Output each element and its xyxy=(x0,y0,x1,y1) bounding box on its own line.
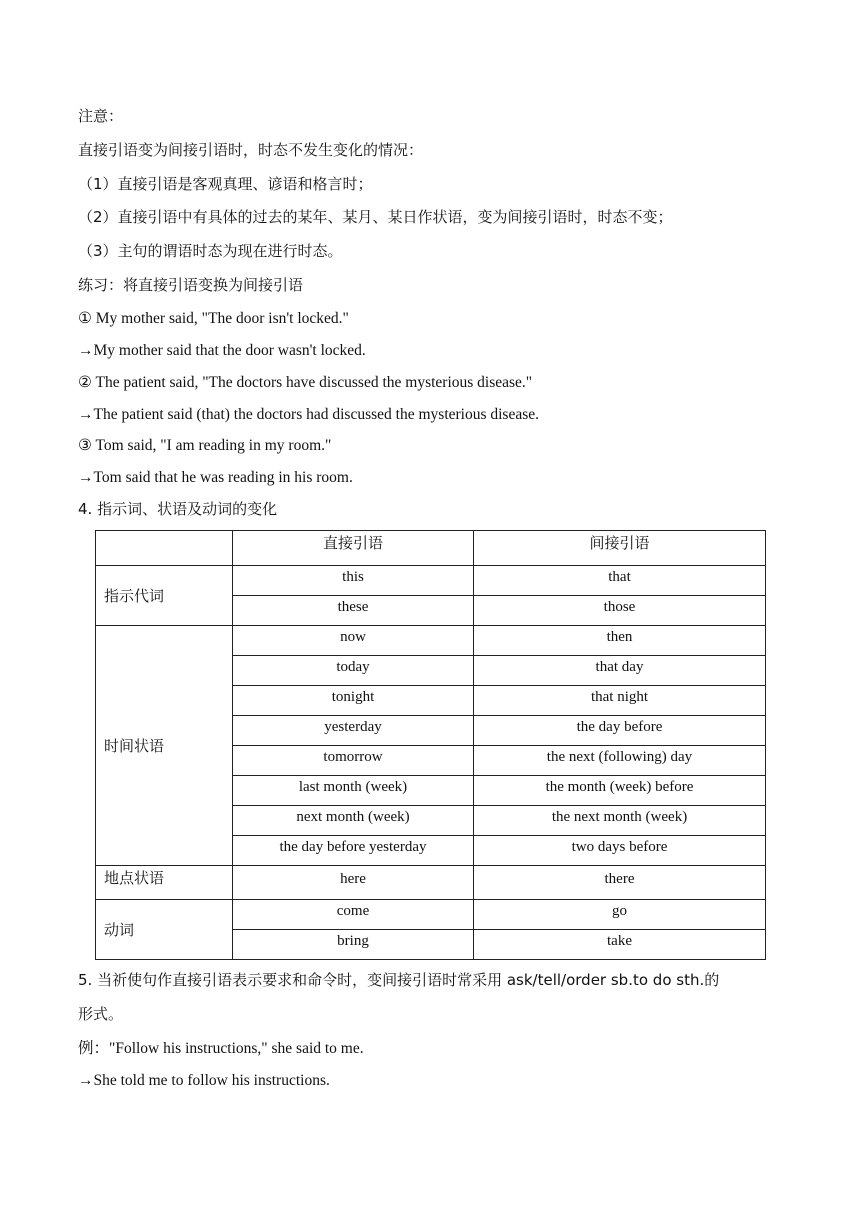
notes-item-2: （2）直接引语中有具体的过去的某年、某月、某日作状语，变为间接引语时，时态不变； xyxy=(78,208,673,226)
table-cell-direct: next month (week) xyxy=(233,806,474,836)
table-cell-indirect: the day before xyxy=(474,716,766,746)
section5-example-question: 例："Follow his instructions," she said to me. xyxy=(78,1040,364,1057)
practice-answer-2: →The patient said (that) the doctors had discussed the mysterious disease. xyxy=(78,406,540,423)
table-header-corner xyxy=(96,531,233,566)
notes-heading: 注意： xyxy=(78,107,124,125)
conversion-table xyxy=(95,530,766,960)
practice-question-1: ① My mother said, "The door isn't locked." xyxy=(78,310,349,327)
table-header-indirect: 间接引语 xyxy=(474,531,766,566)
table-cell-indirect: two days before xyxy=(474,836,766,866)
group-label-verbs: 动词 xyxy=(96,900,233,960)
table-cell-direct: these xyxy=(233,596,474,626)
table-cell-indirect: the month (week) before xyxy=(474,776,766,806)
table-cell-indirect: that day xyxy=(474,656,766,686)
group-label-time-adverbials: 时间状语 xyxy=(96,626,233,866)
table-header-direct: 直接引语 xyxy=(233,531,474,566)
table-cell-direct: last month (week) xyxy=(233,776,474,806)
table-cell-indirect: that xyxy=(474,566,766,596)
practice-question-2: ② The patient said, "The doctors have discussed the mysterious disease." xyxy=(78,374,533,391)
table-cell-indirect: that night xyxy=(474,686,766,716)
practice-heading: 练习：将直接引语变换为间接引语 xyxy=(78,276,304,294)
table-row xyxy=(96,566,766,596)
table-cell-direct: today xyxy=(233,656,474,686)
table-cell-indirect: take xyxy=(474,930,766,960)
table-row xyxy=(96,626,766,656)
table-cell-direct: yesterday xyxy=(233,716,474,746)
practice-answer-1: →My mother said that the door wasn't locked. xyxy=(78,342,366,359)
table-cell-direct: come xyxy=(233,900,474,930)
notes-item-3: （3）主句的谓语时态为现在进行时态。 xyxy=(78,242,343,260)
table-cell-direct: tonight xyxy=(233,686,474,716)
table-cell-direct: this xyxy=(233,566,474,596)
section5-example-answer: →She told me to follow his instructions. xyxy=(78,1072,330,1089)
table-header-row xyxy=(96,531,766,566)
table-cell-indirect: the next month (week) xyxy=(474,806,766,836)
notes-item-1: （1）直接引语是客观真理、谚语和格言时； xyxy=(78,175,373,193)
table-cell-indirect: those xyxy=(474,596,766,626)
practice-answer-3: →Tom said that he was reading in his room. xyxy=(78,469,353,486)
table-row xyxy=(96,866,766,900)
table-cell-direct: here xyxy=(233,866,474,900)
table-cell-direct: tomorrow xyxy=(233,746,474,776)
table-cell-indirect: there xyxy=(474,866,766,900)
group-label-demonstratives: 指示代词 xyxy=(96,566,233,626)
table-row xyxy=(96,900,766,930)
table-cell-indirect: then xyxy=(474,626,766,656)
table-cell-direct: bring xyxy=(233,930,474,960)
practice-question-3: ③ Tom said, "I am reading in my room." xyxy=(78,437,332,454)
table-cell-indirect: go xyxy=(474,900,766,930)
section5-heading-line2: 形式。 xyxy=(78,1005,124,1023)
notes-intro: 直接引语变为间接引语时，时态不发生变化的情况： xyxy=(78,141,424,159)
section4-heading: 4. 指示词、状语及动词的变化 xyxy=(78,500,278,518)
table-cell-indirect: the next (following) day xyxy=(474,746,766,776)
table-cell-direct: the day before yesterday xyxy=(233,836,474,866)
table-cell-direct: now xyxy=(233,626,474,656)
section5-heading-line1: 5. 当祈使句作直接引语表示要求和命令时，变间接引语时常采用 ask/tell/order sb.to do sth.的 xyxy=(78,971,720,989)
group-label-place-adverbials: 地点状语 xyxy=(96,866,233,900)
